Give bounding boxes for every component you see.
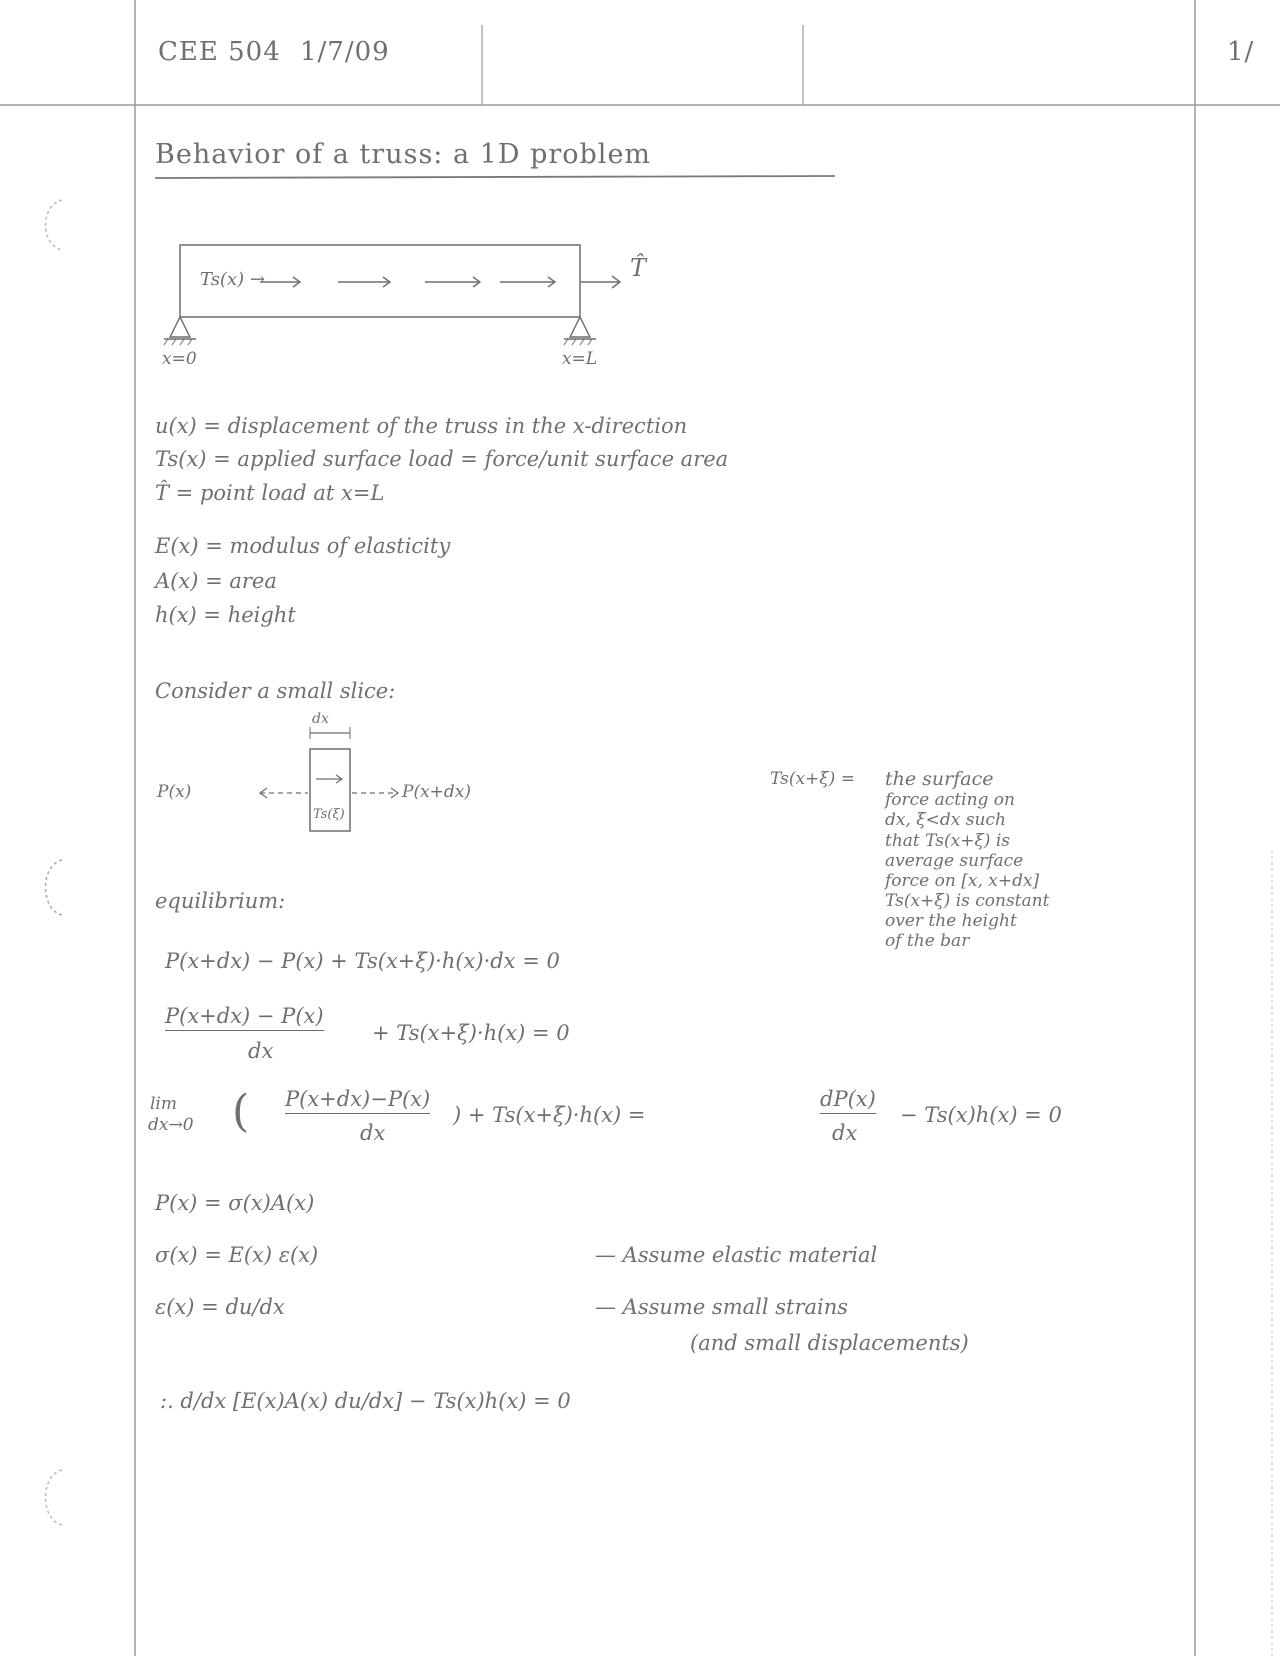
side-note-line: dx, ξ<dx such [885,810,1006,831]
relation-stress: σ(x) = E(x) ε(x) [155,1243,319,1267]
punch-hole-3 [46,1470,63,1525]
limit-bottom: dx→0 [148,1115,194,1135]
equilibrium-eq-1: P(x+dx) − P(x) + Ts(x+ξ)·h(x)·dx = 0 [165,949,560,973]
definition-area: A(x) = area [155,569,277,593]
limit-fraction-numerator: P(x+dx)−P(x) [285,1088,430,1114]
lecture-date: 1/7/09 [300,37,390,67]
surface-load-label: Ts(x) → [200,269,265,290]
side-note [885,768,1049,951]
left-support-label: x=0 [162,349,197,369]
right-support [570,317,590,337]
slice-heading: Consider a small slice: [155,679,396,703]
relation-strain: ε(x) = du/dx [155,1295,285,1319]
definition-modulus: E(x) = modulus of elasticity [155,534,451,558]
side-note-line: average surface [885,850,1024,871]
side-note-lead: Ts(x+ξ) = [770,769,855,789]
equilibrium-eq-2-numerator: P(x+dx) − P(x) [165,1005,324,1031]
title-underline [155,176,835,178]
definition-point-load: T̂ = point load at x=L [155,481,385,505]
limit-fraction-denominator: dx [360,1121,386,1145]
equilibrium-eq-2-rest: + Ts(x+ξ)·h(x) = 0 [372,1021,570,1045]
right-support-label: x=L [562,349,598,369]
side-note-line: the surface [885,768,994,790]
left-force-label: P(x) [157,782,192,802]
definition-surface-load: Ts(x) = applied surface load = force/unit surface area [155,447,729,471]
equilibrium-eq-2-denominator: dx [248,1039,274,1063]
punch-hole-2 [46,860,63,915]
dx-label: dx [312,711,329,727]
relation-strain-note: — Assume small strains [595,1295,849,1319]
side-note-line: that Ts(x+ξ) is [885,830,1011,851]
derivative-numerator: dP(x) [820,1088,876,1114]
relation-stress-note: — Assume elastic material [595,1243,878,1267]
side-note-line: over the height [885,910,1017,931]
limit-eq-end: − Ts(x)h(x) = 0 [900,1103,1062,1127]
right-force-label: P(x+dx) [402,782,472,802]
limit-eq-mid: ) + Ts(x+ξ)·h(x) = [453,1103,646,1127]
left-support [170,317,190,337]
derivative-denominator: dx [832,1121,858,1145]
equilibrium-heading: equilibrium: [155,889,286,913]
truss-diagram [150,225,710,375]
open-paren: ( [232,1086,250,1137]
page-title: Behavior of a truss: a 1D problem [155,139,652,170]
side-note-line: force acting on [885,790,1015,811]
side-note-line: force on [x, x+dx] [885,870,1040,891]
punch-hole-1 [46,200,63,250]
definition-displacement: u(x) = displacement of the truss in the x-direction [155,414,688,438]
relation-strain-note-2: (and small displacements) [690,1331,969,1355]
point-load-label: T̂ [630,254,647,282]
slice-load-label: Ts(ξ) [313,807,345,822]
governing-equation: :. d/dx [E(x)A(x) du/dx] − Ts(x)h(x) = 0 [160,1389,571,1413]
relation-force: P(x) = σ(x)A(x) [155,1191,315,1215]
limit-top: lim [150,1094,177,1114]
side-note-line: Ts(x+ξ) is constant [885,890,1050,911]
course-code: CEE 504 [158,37,281,67]
page-number: 1/ [1227,37,1255,67]
side-note-line: of the bar [885,930,970,951]
definition-height: h(x) = height [155,603,296,627]
